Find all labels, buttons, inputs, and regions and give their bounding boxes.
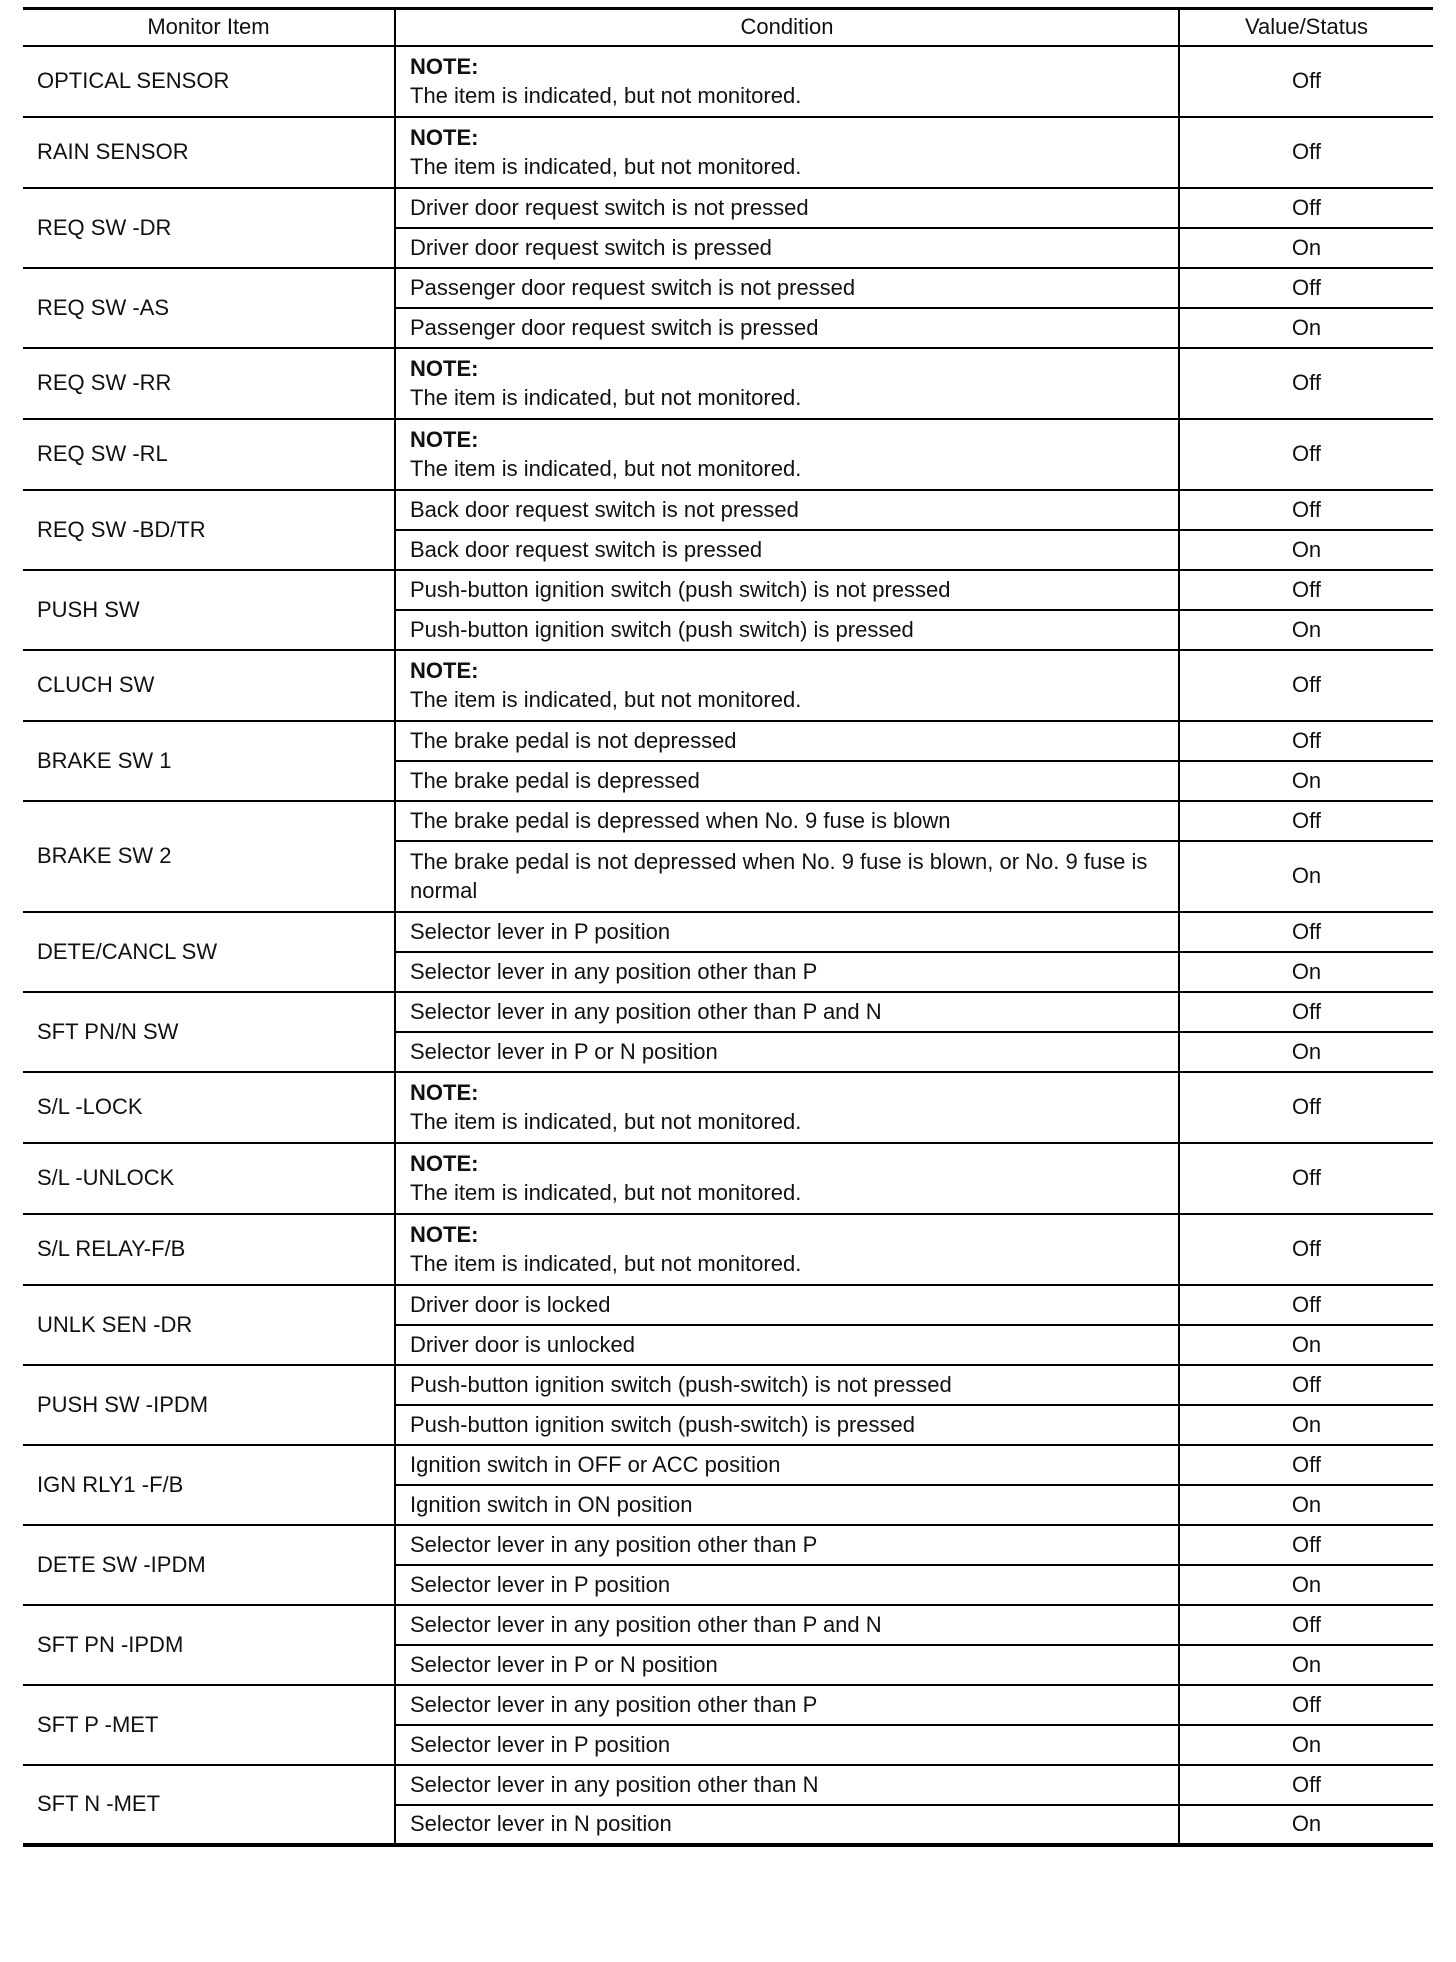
value-status-cell: On [1179,308,1433,348]
condition-cell: Selector lever in P or N position [395,1645,1179,1685]
condition-cell: Driver door is locked [395,1285,1179,1325]
condition-cell: The brake pedal is not depressed when No. 9 fuse is blown, or No. 9 fuse is normal [395,841,1179,912]
condition-cell: Selector lever in any position other than P [395,1525,1179,1565]
header-row [23,9,1433,47]
value-status-cell: Off [1179,721,1433,761]
value-status-cell: Off [1179,1765,1433,1805]
condition-cell: Selector lever in P position [395,912,1179,952]
monitor-item-cell: SFT N -MET [23,1765,395,1845]
value-status-cell: Off [1179,1214,1433,1285]
table-row [23,650,1433,721]
table-body [23,46,1433,1845]
value-status-cell: On [1179,1405,1433,1445]
monitor-item-cell: DETE/CANCL SW [23,912,395,992]
table-row [23,1605,1433,1645]
value-status-cell: Off [1179,801,1433,841]
condition-cell [395,46,1179,117]
value-status-cell: Off [1179,1605,1433,1645]
value-status-cell: On [1179,1645,1433,1685]
value-status-cell: Off [1179,650,1433,721]
condition-text: The item is indicated, but not monitored. [410,384,802,410]
condition-cell [395,1072,1179,1143]
value-status-cell: On [1179,1325,1433,1365]
condition-cell: Selector lever in any position other than P and N [395,1605,1179,1645]
condition-cell: Selector lever in N position [395,1805,1179,1845]
table-row [23,570,1433,610]
condition-cell: Driver door is unlocked [395,1325,1179,1365]
condition-cell [395,419,1179,490]
value-status-cell: On [1179,1485,1433,1525]
value-status-cell: Off [1179,1072,1433,1143]
condition-cell [395,117,1179,188]
table-row [23,1445,1433,1485]
monitor-item-cell: REQ SW -DR [23,188,395,268]
condition-text: The item is indicated, but not monitored. [410,82,802,108]
table-row [23,490,1433,530]
table-row [23,1525,1433,1565]
value-status-cell: On [1179,1565,1433,1605]
value-status-cell: Off [1179,992,1433,1032]
monitor-item-cell: REQ SW -BD/TR [23,490,395,570]
monitor-item-cell: PUSH SW [23,570,395,650]
value-status-cell: Off [1179,1365,1433,1405]
monitor-item-cell: PUSH SW -IPDM [23,1365,395,1445]
condition-cell: The brake pedal is depressed when No. 9 fuse is blown [395,801,1179,841]
table-header [23,9,1433,47]
condition-cell: Back door request switch is pressed [395,530,1179,570]
note-label: NOTE: [410,657,479,683]
value-status-cell: On [1179,228,1433,268]
value-status-cell: Off [1179,1525,1433,1565]
value-status-cell: On [1179,841,1433,912]
monitor-item-cell: IGN RLY1 -F/B [23,1445,395,1525]
condition-cell: Driver door request switch is pressed [395,228,1179,268]
table-row [23,1143,1433,1214]
table-row [23,46,1433,117]
monitor-item-cell: REQ SW -AS [23,268,395,348]
table-row [23,419,1433,490]
condition-cell: Passenger door request switch is pressed [395,308,1179,348]
value-status-cell: Off [1179,419,1433,490]
condition-cell: Selector lever in any position other than N [395,1765,1179,1805]
condition-text: The item is indicated, but not monitored. [410,1108,802,1134]
monitor-item-cell: OPTICAL SENSOR [23,46,395,117]
monitor-item-cell: S/L -LOCK [23,1072,395,1143]
value-status-cell: On [1179,1725,1433,1765]
condition-cell: Selector lever in any position other than P and N [395,992,1179,1032]
header-value-status: Value/Status [1179,9,1433,47]
table-row [23,1214,1433,1285]
condition-cell: Selector lever in any position other than P [395,1685,1179,1725]
value-status-cell: On [1179,610,1433,650]
condition-cell: Push-button ignition switch (push switch) is pressed [395,610,1179,650]
value-status-cell: On [1179,952,1433,992]
value-status-cell: Off [1179,1285,1433,1325]
note-label: NOTE: [410,1079,479,1105]
condition-text: The item is indicated, but not monitored. [410,686,802,712]
value-status-cell: Off [1179,1445,1433,1485]
condition-text: The item is indicated, but not monitored. [410,153,802,179]
table-row [23,801,1433,841]
value-status-cell: Off [1179,570,1433,610]
condition-cell: Push-button ignition switch (push-switch) is not pressed [395,1365,1179,1405]
condition-cell: Driver door request switch is not pressed [395,188,1179,228]
monitor-item-cell: UNLK SEN -DR [23,1285,395,1365]
table-row [23,1685,1433,1725]
monitor-item-cell: CLUCH SW [23,650,395,721]
note-label: NOTE: [410,124,479,150]
table-row [23,268,1433,308]
note-label: NOTE: [410,426,479,452]
note-label: NOTE: [410,355,479,381]
condition-cell: Selector lever in any position other than P [395,952,1179,992]
table-row [23,721,1433,761]
condition-cell [395,650,1179,721]
table-row [23,348,1433,419]
monitor-item-cell: S/L -UNLOCK [23,1143,395,1214]
value-status-cell: On [1179,761,1433,801]
table-row [23,1365,1433,1405]
value-status-cell: Off [1179,348,1433,419]
monitor-item-cell: S/L RELAY-F/B [23,1214,395,1285]
table-row [23,1072,1433,1143]
condition-cell: Push-button ignition switch (push-switch) is pressed [395,1405,1179,1445]
monitor-item-cell: BRAKE SW 1 [23,721,395,801]
value-status-cell: Off [1179,490,1433,530]
condition-cell: Passenger door request switch is not pressed [395,268,1179,308]
value-status-cell: Off [1179,46,1433,117]
table-row [23,188,1433,228]
table-row [23,1765,1433,1805]
value-status-cell: On [1179,530,1433,570]
condition-cell: The brake pedal is not depressed [395,721,1179,761]
value-status-cell: Off [1179,1685,1433,1725]
value-status-cell: Off [1179,188,1433,228]
monitor-item-cell: REQ SW -RL [23,419,395,490]
note-label: NOTE: [410,1221,479,1247]
condition-text: The item is indicated, but not monitored. [410,1250,802,1276]
header-monitor-item: Monitor Item [23,9,395,47]
condition-cell: Back door request switch is not pressed [395,490,1179,530]
monitor-item-cell: SFT PN -IPDM [23,1605,395,1685]
condition-cell: The brake pedal is depressed [395,761,1179,801]
condition-cell: Push-button ignition switch (push switch) is not pressed [395,570,1179,610]
monitor-item-cell: SFT PN/N SW [23,992,395,1072]
condition-cell [395,1214,1179,1285]
monitor-item-cell: BRAKE SW 2 [23,801,395,912]
table-row [23,912,1433,952]
table-row [23,1285,1433,1325]
monitor-item-cell: RAIN SENSOR [23,117,395,188]
condition-cell: Selector lever in P or N position [395,1032,1179,1072]
monitor-item-cell: DETE SW -IPDM [23,1525,395,1605]
condition-cell: Ignition switch in ON position [395,1485,1179,1525]
value-status-cell: On [1179,1032,1433,1072]
condition-cell [395,348,1179,419]
value-status-cell: Off [1179,912,1433,952]
note-label: NOTE: [410,1150,479,1176]
condition-text: The item is indicated, but not monitored. [410,1179,802,1205]
monitor-item-table [23,7,1433,1847]
value-status-cell: Off [1179,268,1433,308]
value-status-cell: Off [1179,1143,1433,1214]
condition-cell: Selector lever in P position [395,1725,1179,1765]
value-status-cell: Off [1179,117,1433,188]
table-row [23,117,1433,188]
condition-cell: Selector lever in P position [395,1565,1179,1605]
condition-cell: Ignition switch in OFF or ACC position [395,1445,1179,1485]
monitor-item-cell: SFT P -MET [23,1685,395,1765]
value-status-cell: On [1179,1805,1433,1845]
monitor-item-cell: REQ SW -RR [23,348,395,419]
header-condition: Condition [395,9,1179,47]
table-row [23,992,1433,1032]
condition-cell [395,1143,1179,1214]
condition-text: The item is indicated, but not monitored. [410,455,802,481]
note-label: NOTE: [410,53,479,79]
